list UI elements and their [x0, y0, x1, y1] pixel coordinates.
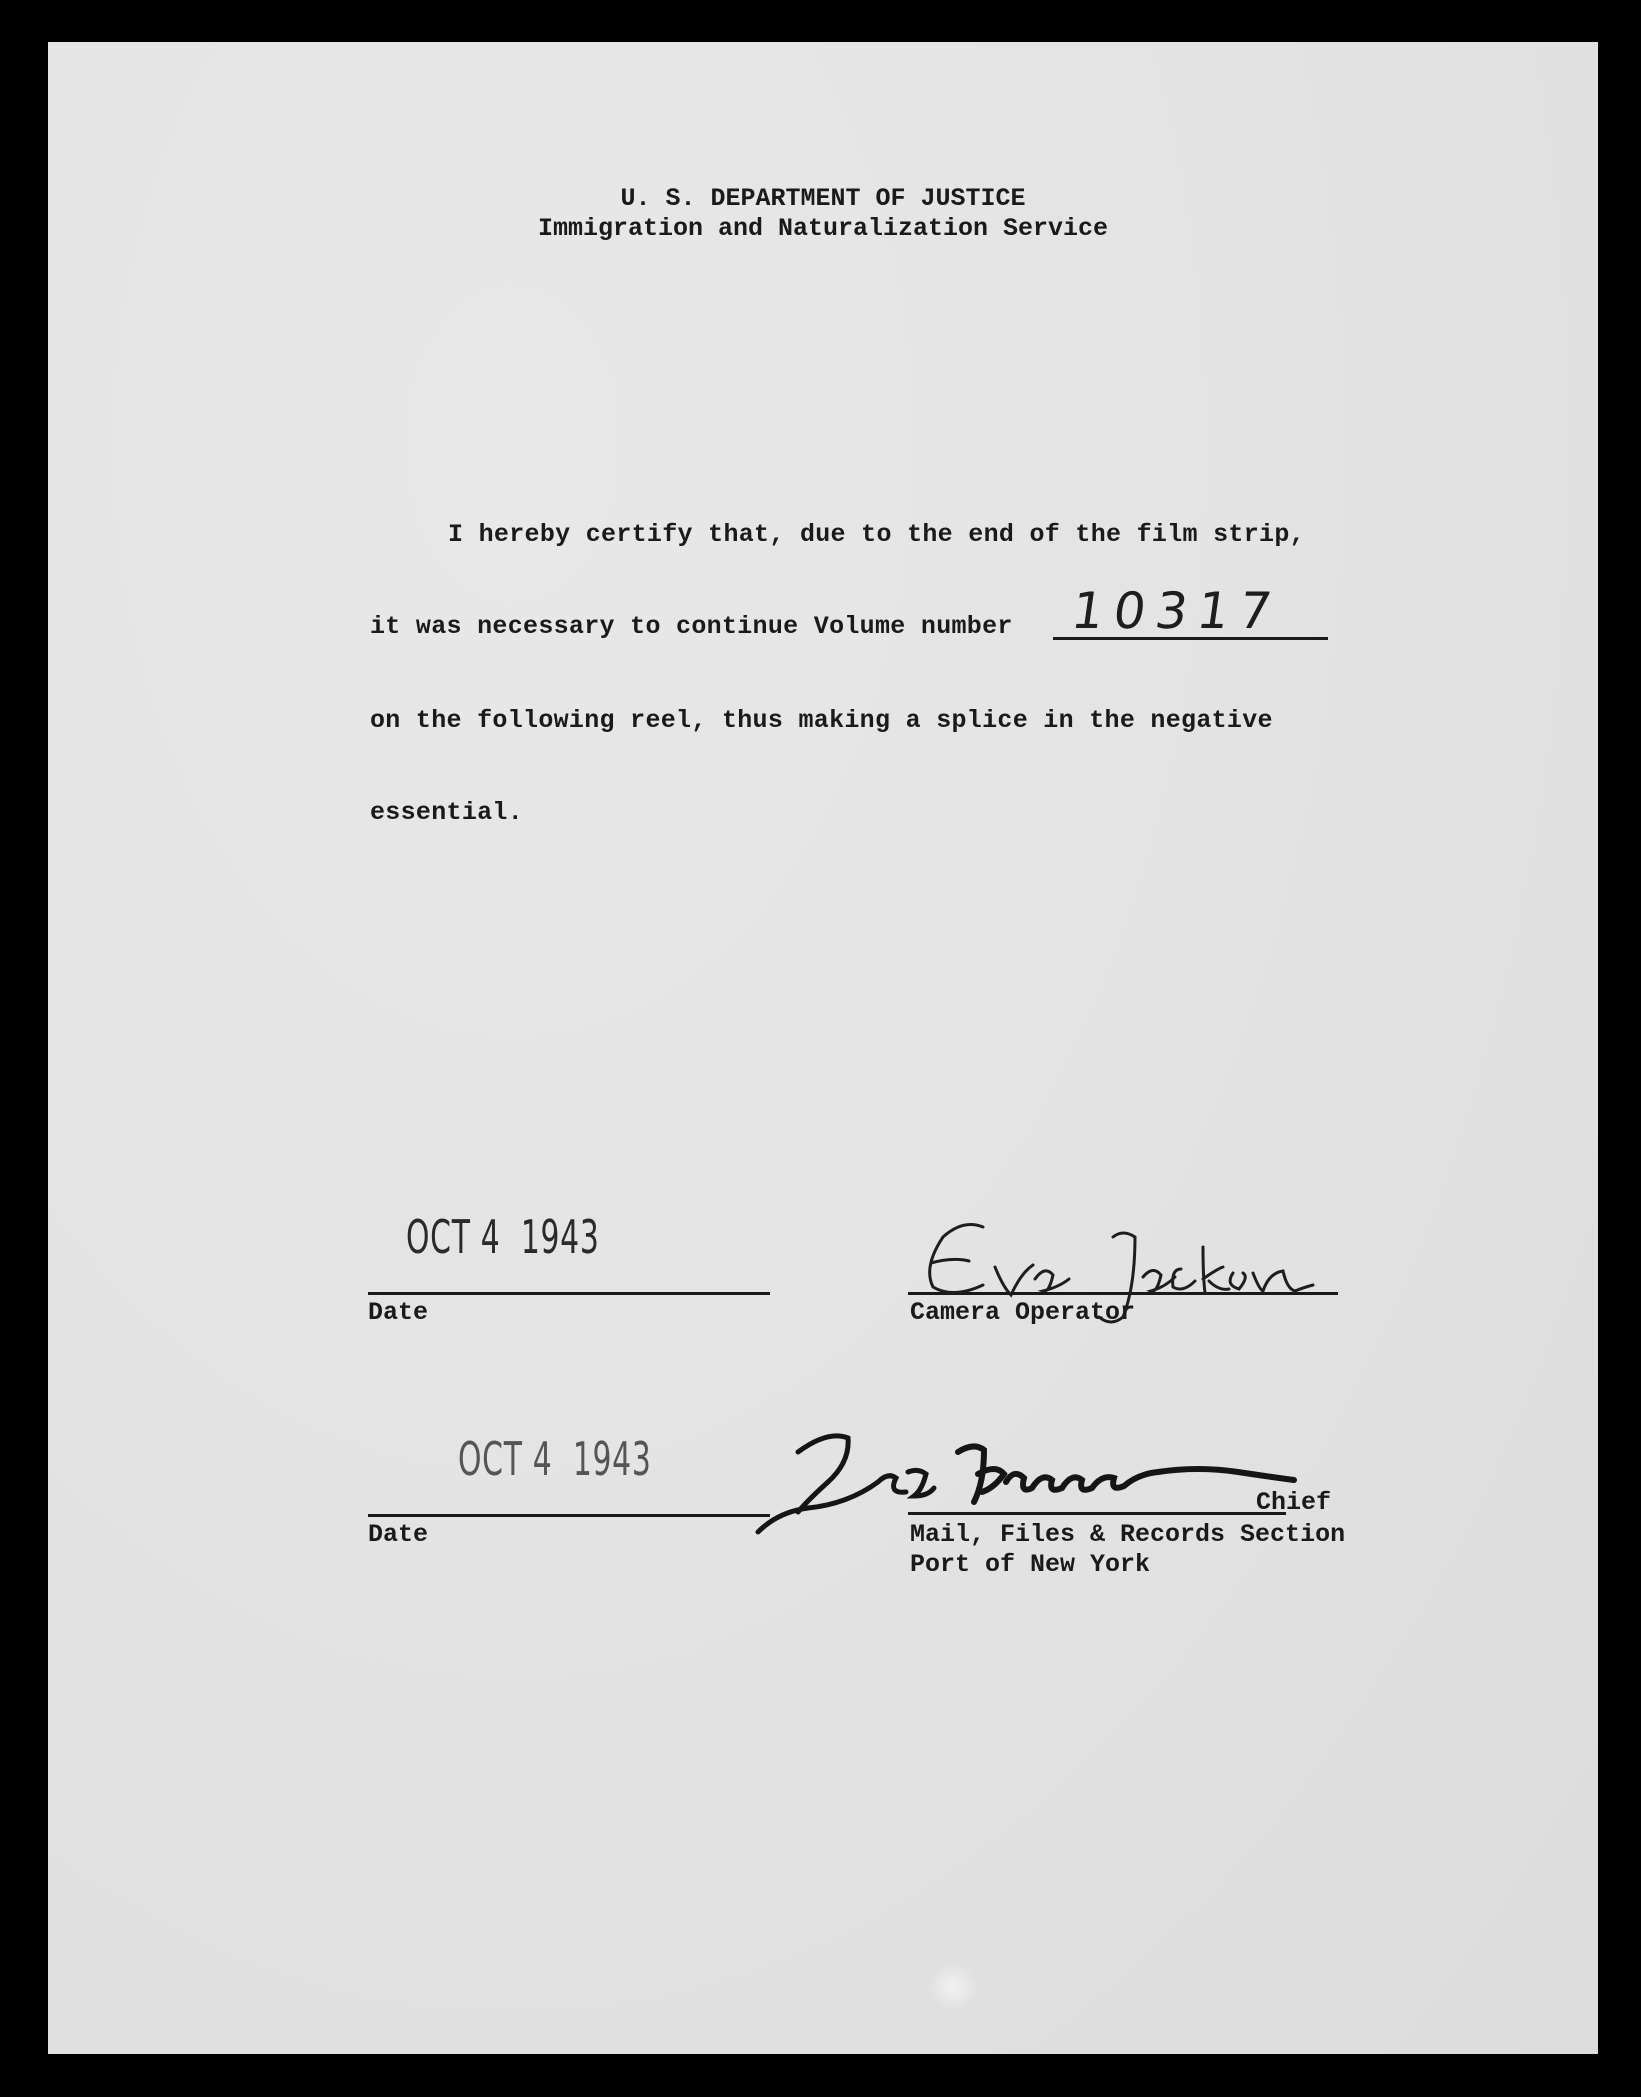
department-heading: U. S. DEPARTMENT OF JUSTICE: [620, 184, 1026, 213]
operator-signature: [903, 1207, 1343, 1332]
service-heading: Immigration and Naturalization Service: [537, 214, 1109, 243]
certificate-line-1: I hereby certify that, due to the end of the film strip,: [448, 520, 1305, 549]
scan-artifact: [928, 1962, 978, 2012]
operator-date-label: Date: [368, 1298, 429, 1327]
chief-signature: [738, 1412, 1298, 1562]
certificate-line-2: [370, 612, 1013, 641]
certificate-line-4: essential.: [370, 798, 524, 827]
operator-date-line: [368, 1292, 770, 1295]
chief-date-line: [368, 1514, 770, 1517]
certificate-line-3: on the following reel, thus making a splice in the negative: [370, 706, 1273, 735]
document-sheet: [48, 42, 1598, 2054]
chief-role-section: Mail, Files & Records Section: [910, 1520, 1346, 1549]
operator-date-stamp: OCT 4 1943: [406, 1210, 600, 1264]
volume-number-handwritten: 10317: [1067, 582, 1286, 640]
operator-role-label: Camera Operator: [910, 1298, 1136, 1327]
certificate-line-2-text: it was necessary to continue Volume number: [370, 612, 1013, 641]
chief-date-stamp: OCT 4 1943: [458, 1432, 652, 1486]
chief-date-label: Date: [368, 1520, 429, 1549]
chief-role-chief: Chief: [1256, 1488, 1332, 1517]
chief-role-port: Port of New York: [910, 1550, 1151, 1579]
